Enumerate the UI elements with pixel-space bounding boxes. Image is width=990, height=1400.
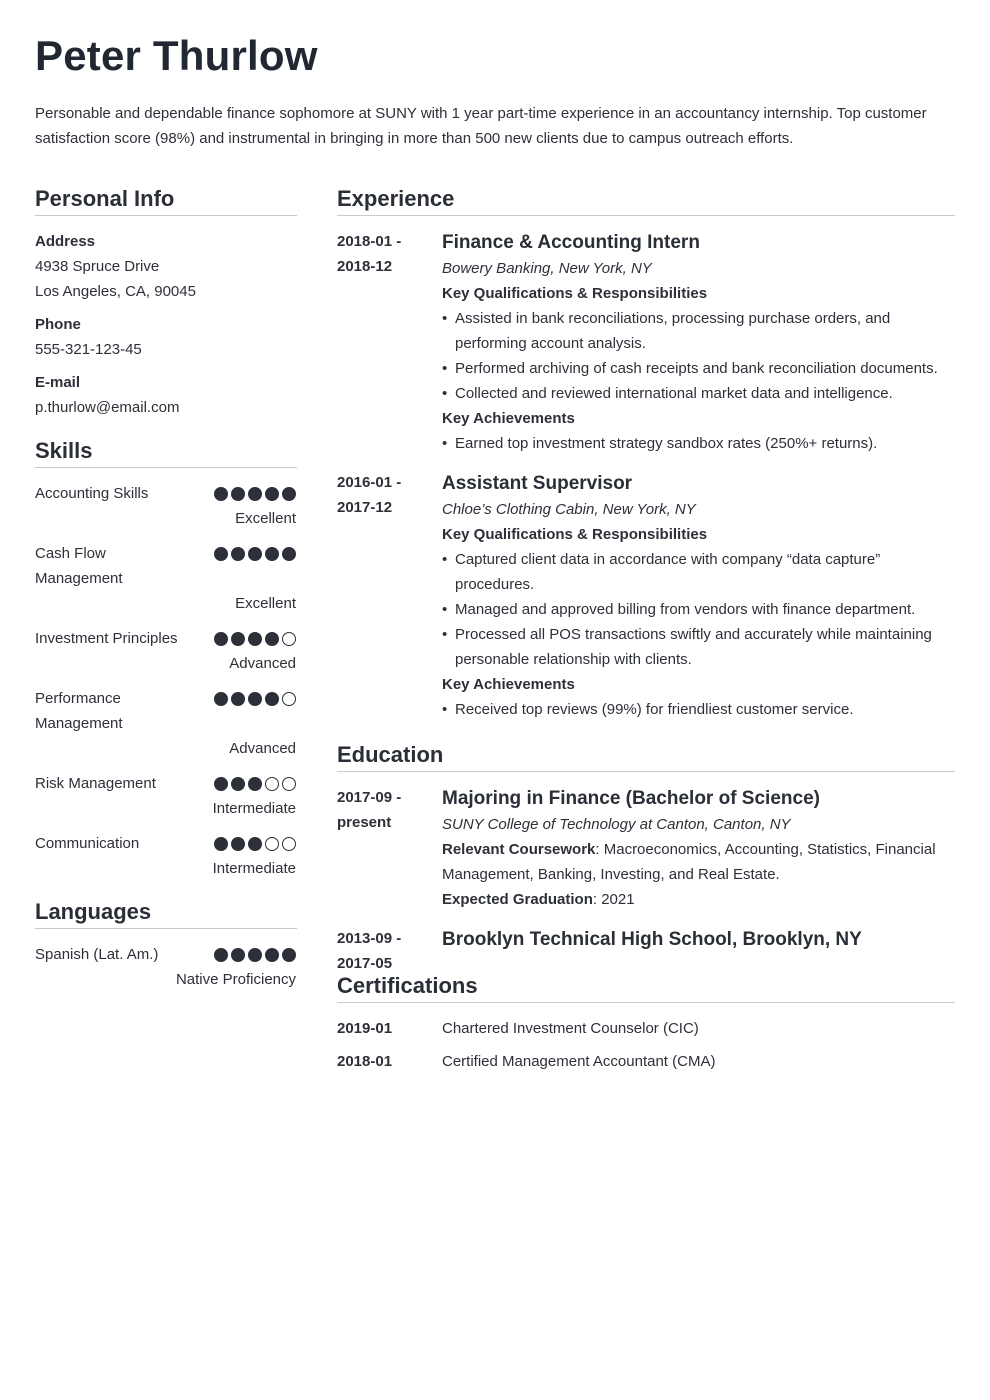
list-item: • Assisted in bank reconciliations, processing purchase orders, and performing account analysis. — [442, 306, 955, 356]
skill-name: Accounting Skills — [35, 485, 149, 502]
language-name: Spanish (Lat. Am.) — [35, 946, 159, 963]
language-item — [35, 942, 297, 992]
summary: Personable and dependable finance sophomore at SUNY with 1 year part-time experience in an accountancy internship. Top customer satisfaction score (98%) and instrumental in bringing in more than 500 new clients due to campus outreach efforts. — [35, 105, 927, 147]
skill-level: Advanced — [229, 655, 296, 672]
rating-dot-empty — [282, 777, 296, 791]
rating-dot-filled — [214, 948, 228, 962]
rating-dot-filled — [248, 777, 262, 791]
date-end: 2018-12 — [337, 258, 393, 275]
languages-list — [35, 942, 297, 992]
email-value[interactable]: p.thurlow@email.com — [35, 399, 180, 416]
skill-item — [35, 481, 297, 531]
expected-graduation — [442, 887, 955, 912]
rating-dot-empty — [282, 632, 296, 646]
list-item: • Earned top investment strategy sandbox rates (250%+ returns). — [442, 431, 955, 456]
address-line-2: Los Angeles, CA, 90045 — [35, 283, 196, 300]
cert-name: Certified Management Accountant (CMA) — [442, 1053, 716, 1070]
left-column — [35, 186, 297, 1002]
language-level: Native Proficiency — [175, 971, 296, 988]
phone-value: 555-321-123-45 — [35, 341, 142, 358]
list-item: • Captured client data in accordance with company “data capture” procedures. — [442, 547, 955, 597]
cert-date: 2018-01 — [337, 1053, 393, 1070]
graduation-label: Expected Graduation — [442, 891, 593, 908]
school-title: Brooklyn Technical High School, Brooklyn, NY — [442, 929, 862, 950]
rating-dot-filled — [231, 547, 245, 561]
rating-dot-filled — [231, 837, 245, 851]
rating-dot-filled — [265, 547, 279, 561]
skill-item — [35, 771, 297, 821]
rating-dot-filled — [282, 547, 296, 561]
skill-name: Risk Management — [35, 775, 156, 792]
language-rating — [214, 948, 296, 962]
rating-dot-empty — [282, 837, 296, 851]
list-item: • Collected and reviewed international market data and intelligence. — [442, 381, 955, 406]
skill-rating — [214, 777, 296, 791]
skill-rating — [214, 547, 296, 561]
skill-name: Performance Management — [35, 690, 123, 732]
rating-dot-empty — [265, 777, 279, 791]
job-title: Finance & Accounting Intern — [442, 232, 700, 253]
rating-dot-filled — [265, 948, 279, 962]
rating-dot-filled — [231, 777, 245, 791]
skill-name: Communication — [35, 835, 140, 852]
coursework-value: : Macroeconomics, Accounting, Statistics, Financial Management, Banking, Investing, and Real Estate. — [442, 841, 936, 883]
rating-dot-filled — [248, 547, 262, 561]
list-item: • Performed archiving of cash receipts and bank reconciliation documents. — [442, 356, 955, 381]
date-start: 2018-01 - — [337, 233, 402, 250]
skill-level: Advanced — [229, 740, 296, 757]
rating-dot-filled — [214, 777, 228, 791]
achievements-list — [442, 431, 955, 456]
coursework — [442, 837, 955, 887]
personal-info-heading: Personal Info — [35, 186, 297, 216]
company: Bowery Banking, New York, NY — [442, 260, 652, 277]
skill-item — [35, 626, 297, 676]
responsibilities-label: Key Qualifications & Responsibilities — [442, 526, 708, 543]
skill-item — [35, 686, 297, 761]
phone-block — [35, 312, 297, 362]
skill-rating — [214, 692, 296, 706]
rating-dot-filled — [248, 837, 262, 851]
job-title: Assistant Supervisor — [442, 473, 633, 494]
rating-dot-filled — [214, 837, 228, 851]
responsibilities-label: Key Qualifications & Responsibilities — [442, 285, 708, 302]
rating-dot-filled — [248, 948, 262, 962]
rating-dot-filled — [265, 632, 279, 646]
address-label: Address — [35, 233, 96, 250]
email-block — [35, 370, 297, 420]
rating-dot-filled — [231, 692, 245, 706]
achievements-label: Key Achievements — [442, 410, 575, 427]
school: SUNY College of Technology at Canton, Canton, NY — [442, 816, 791, 833]
rating-dot-filled — [282, 948, 296, 962]
entry-date — [337, 785, 437, 835]
cert-name: Chartered Investment Counselor (CIC) — [442, 1020, 699, 1037]
education-entry — [337, 926, 955, 972]
certifications-heading: Certifications — [337, 973, 955, 1003]
rating-dot-filled — [282, 487, 296, 501]
rating-dot-filled — [214, 632, 228, 646]
rating-dot-empty — [282, 692, 296, 706]
skills-list — [35, 481, 297, 881]
entry-date — [337, 229, 437, 279]
achievements-label: Key Achievements — [442, 676, 575, 693]
languages-heading: Languages — [35, 899, 297, 929]
phone-label: Phone — [35, 316, 81, 333]
certification-item — [337, 1016, 955, 1041]
rating-dot-filled — [231, 948, 245, 962]
education-heading: Education — [337, 742, 955, 772]
skill-item — [35, 831, 297, 881]
rating-dot-filled — [265, 692, 279, 706]
skill-name: Investment Principles — [35, 630, 178, 647]
education-entry — [337, 785, 955, 912]
certification-item — [337, 1049, 955, 1074]
graduation-value: : 2021 — [592, 891, 635, 908]
date-start: 2013-09 - — [337, 930, 402, 947]
rating-dot-filled — [248, 632, 262, 646]
cert-date: 2019-01 — [337, 1020, 393, 1037]
rating-dot-empty — [265, 837, 279, 851]
skill-rating — [214, 487, 296, 501]
skill-level: Intermediate — [212, 800, 296, 817]
address-line-1: 4938 Spruce Drive — [35, 258, 160, 275]
rating-dot-filled — [248, 487, 262, 501]
experience-entry — [337, 470, 955, 722]
date-end: 2017-05 — [337, 955, 393, 972]
skill-level: Intermediate — [212, 860, 296, 877]
rating-dot-filled — [265, 487, 279, 501]
company: Chloe’s Clothing Cabin, New York, NY — [442, 501, 696, 518]
skill-rating — [214, 837, 296, 851]
achievements-list — [442, 697, 955, 722]
rating-dot-filled — [214, 692, 228, 706]
date-end: 2017-12 — [337, 499, 393, 516]
entry-date — [337, 926, 437, 976]
date-end: present — [337, 814, 392, 831]
skill-level: Excellent — [235, 595, 296, 612]
rating-dot-filled — [214, 487, 228, 501]
coursework-label: Relevant Coursework — [442, 841, 596, 858]
rating-dot-filled — [231, 487, 245, 501]
degree-title: Majoring in Finance (Bachelor of Science) — [442, 788, 820, 809]
responsibilities-list — [442, 547, 955, 672]
list-item: • Managed and approved billing from vendors with finance department. — [442, 597, 955, 622]
skill-rating — [214, 632, 296, 646]
list-item: • Processed all POS transactions swiftly and accurately while maintaining personable relationship with clients. — [442, 622, 955, 672]
experience-heading: Experience — [337, 186, 955, 216]
skill-item — [35, 541, 297, 616]
date-start: 2017-09 - — [337, 789, 402, 806]
right-column — [337, 186, 955, 1082]
date-start: 2016-01 - — [337, 474, 402, 491]
rating-dot-filled — [231, 632, 245, 646]
email-label: E-mail — [35, 374, 81, 391]
resume-name: Peter Thurlow — [35, 32, 318, 79]
list-item: • Received top reviews (99%) for friendliest customer service. — [442, 697, 955, 722]
responsibilities-list — [442, 306, 955, 406]
rating-dot-filled — [214, 547, 228, 561]
address-block — [35, 229, 297, 304]
entry-date — [337, 470, 437, 520]
skill-level: Excellent — [235, 510, 296, 527]
skill-name: Cash Flow Management — [35, 545, 123, 587]
skills-heading: Skills — [35, 438, 297, 468]
experience-entry — [337, 229, 955, 456]
rating-dot-filled — [248, 692, 262, 706]
